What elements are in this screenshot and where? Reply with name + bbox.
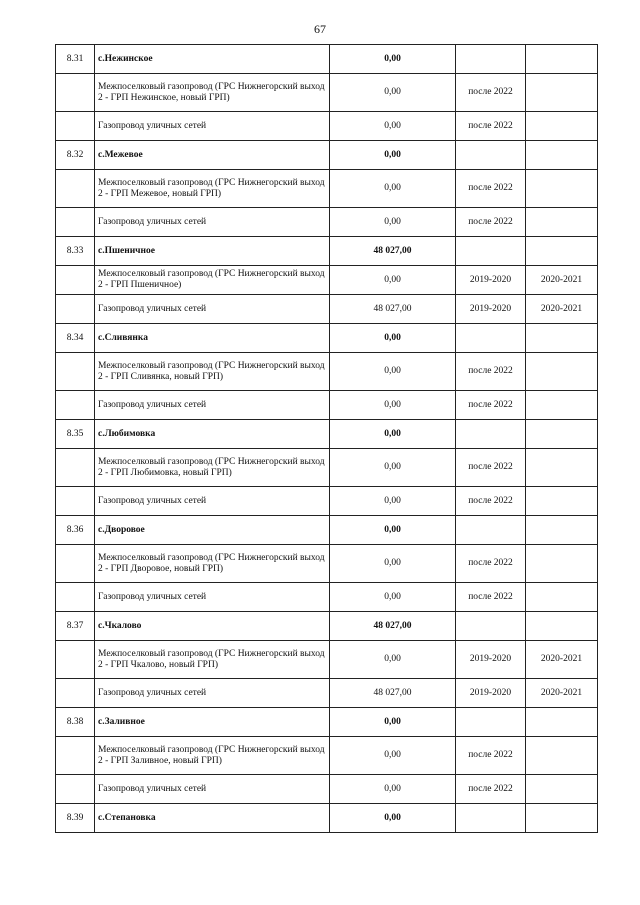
village-row: [56, 141, 598, 170]
cell-period-build: [526, 804, 598, 833]
cell-period-build: [526, 353, 598, 391]
cell-amount: 0,00: [330, 170, 456, 208]
village-row: [56, 612, 598, 641]
cell-period-design: [456, 612, 526, 641]
cell-number: 8.32: [56, 141, 95, 170]
table-row: [56, 583, 598, 612]
cell-object-name: Межпоселковый газопровод (ГРС Нижнегорский выход 2 - ГРП Чкалово, новый ГРП): [95, 641, 330, 679]
table-row: [56, 641, 598, 679]
cell-object-name: с.Сливянка: [95, 324, 330, 353]
cell-number: 8.31: [56, 45, 95, 74]
cell-period-build: [526, 612, 598, 641]
table-body: [56, 45, 598, 833]
cell-period-build: [526, 708, 598, 737]
table-row: [56, 391, 598, 420]
cell-period-design: после 2022: [456, 775, 526, 804]
table-row: [56, 74, 598, 112]
cell-period-design: после 2022: [456, 170, 526, 208]
cell-number: [56, 295, 95, 324]
cell-number: [56, 112, 95, 141]
cell-object-name: с.Степановка: [95, 804, 330, 833]
cell-object-name: Межпоселковый газопровод (ГРС Нижнегорский выход 2 - ГРП Дворовое, новый ГРП): [95, 545, 330, 583]
cell-number: 8.36: [56, 516, 95, 545]
cell-period-design: после 2022: [456, 545, 526, 583]
cell-period-build: [526, 775, 598, 804]
cell-amount: 0,00: [330, 583, 456, 612]
cell-period-build: 2020-2021: [526, 266, 598, 295]
cell-number: 8.39: [56, 804, 95, 833]
cell-amount: 0,00: [330, 45, 456, 74]
cell-period-build: [526, 45, 598, 74]
cell-period-build: 2020-2021: [526, 295, 598, 324]
table-row: [56, 208, 598, 237]
cell-object-name: Межпоселковый газопровод (ГРС Нижнегорский выход 2 - ГРП Сливянка, новый ГРП): [95, 353, 330, 391]
cell-period-build: 2020-2021: [526, 641, 598, 679]
cell-period-build: [526, 324, 598, 353]
cell-period-design: после 2022: [456, 487, 526, 516]
cell-period-build: [526, 737, 598, 775]
cell-period-build: [526, 170, 598, 208]
cell-amount: 0,00: [330, 449, 456, 487]
cell-object-name: Межпоселковый газопровод (ГРС Нижнегорский выход 2 - ГРП Нежинское, новый ГРП): [95, 74, 330, 112]
cell-amount: 0,00: [330, 487, 456, 516]
table-row: [56, 775, 598, 804]
cell-object-name: с.Пшеничное: [95, 237, 330, 266]
cell-number: [56, 208, 95, 237]
cell-amount: 48 027,00: [330, 612, 456, 641]
cell-number: 8.33: [56, 237, 95, 266]
cell-number: 8.34: [56, 324, 95, 353]
cell-period-design: [456, 420, 526, 449]
table-row: [56, 449, 598, 487]
cell-object-name: Газопровод уличных сетей: [95, 208, 330, 237]
cell-number: [56, 679, 95, 708]
cell-period-design: [456, 516, 526, 545]
cell-amount: 0,00: [330, 74, 456, 112]
cell-amount: 48 027,00: [330, 679, 456, 708]
village-row: [56, 420, 598, 449]
cell-object-name: с.Любимовка: [95, 420, 330, 449]
table-row: [56, 737, 598, 775]
table-row: [56, 679, 598, 708]
table-row: [56, 353, 598, 391]
cell-amount: 0,00: [330, 391, 456, 420]
cell-object-name: с.Заливное: [95, 708, 330, 737]
cell-amount: 0,00: [330, 324, 456, 353]
cell-number: 8.35: [56, 420, 95, 449]
cell-amount: 0,00: [330, 708, 456, 737]
table-row: [56, 112, 598, 141]
cell-number: [56, 449, 95, 487]
cell-period-build: [526, 420, 598, 449]
cell-period-build: 2020-2021: [526, 679, 598, 708]
cell-object-name: с.Дворовое: [95, 516, 330, 545]
cell-period-design: [456, 708, 526, 737]
cell-number: [56, 391, 95, 420]
cell-number: 8.38: [56, 708, 95, 737]
cell-number: [56, 737, 95, 775]
cell-period-design: после 2022: [456, 583, 526, 612]
cell-period-design: [456, 45, 526, 74]
cell-object-name: Газопровод уличных сетей: [95, 112, 330, 141]
cell-period-design: после 2022: [456, 112, 526, 141]
cell-period-build: [526, 516, 598, 545]
cell-object-name: Газопровод уличных сетей: [95, 775, 330, 804]
village-row: [56, 45, 598, 74]
page-number: 67: [314, 22, 326, 36]
cell-period-build: [526, 112, 598, 141]
cell-amount: 0,00: [330, 641, 456, 679]
cell-amount: 0,00: [330, 420, 456, 449]
cell-period-design: [456, 804, 526, 833]
cell-number: [56, 266, 95, 295]
table-row: [56, 545, 598, 583]
cell-number: [56, 487, 95, 516]
cell-period-design: после 2022: [456, 74, 526, 112]
cell-object-name: Газопровод уличных сетей: [95, 391, 330, 420]
cell-period-build: [526, 74, 598, 112]
cell-period-build: [526, 487, 598, 516]
cell-period-design: [456, 324, 526, 353]
cell-amount: 48 027,00: [330, 237, 456, 266]
cell-number: [56, 74, 95, 112]
village-row: [56, 708, 598, 737]
cell-amount: 0,00: [330, 804, 456, 833]
cell-object-name: Межпоселковый газопровод (ГРС Нижнегорский выход 2 - ГРП Заливное, новый ГРП): [95, 737, 330, 775]
cell-number: [56, 170, 95, 208]
cell-period-design: после 2022: [456, 391, 526, 420]
cell-period-build: [526, 583, 598, 612]
cell-period-build: [526, 141, 598, 170]
village-row: [56, 324, 598, 353]
cell-amount: 0,00: [330, 516, 456, 545]
cell-period-build: [526, 391, 598, 420]
cell-amount: 0,00: [330, 545, 456, 583]
cell-period-design: [456, 237, 526, 266]
cell-period-build: [526, 449, 598, 487]
cell-object-name: Газопровод уличных сетей: [95, 487, 330, 516]
cell-object-name: с.Нежинское: [95, 45, 330, 74]
village-row: [56, 516, 598, 545]
cell-object-name: Межпоселковый газопровод (ГРС Нижнегорский выход 2 - ГРП Любимовка, новый ГРП): [95, 449, 330, 487]
cell-period-design: 2019-2020: [456, 295, 526, 324]
cell-number: 8.37: [56, 612, 95, 641]
cell-amount: 0,00: [330, 737, 456, 775]
cell-object-name: Межпоселковый газопровод (ГРС Нижнегорский выход 2 - ГРП Пшеничное): [95, 266, 330, 295]
cell-object-name: Газопровод уличных сетей: [95, 295, 330, 324]
cell-amount: 0,00: [330, 266, 456, 295]
table-row: [56, 487, 598, 516]
village-row: [56, 804, 598, 833]
cell-object-name: с.Чкалово: [95, 612, 330, 641]
cell-amount: 0,00: [330, 208, 456, 237]
cell-number: [56, 583, 95, 612]
cell-period-design: [456, 141, 526, 170]
table-row: [56, 170, 598, 208]
cell-period-design: 2019-2020: [456, 679, 526, 708]
cell-number: [56, 545, 95, 583]
cell-object-name: с.Межевое: [95, 141, 330, 170]
cell-period-build: [526, 237, 598, 266]
table-row: [56, 266, 598, 295]
cell-amount: 0,00: [330, 141, 456, 170]
cell-period-build: [526, 545, 598, 583]
cell-period-build: [526, 208, 598, 237]
cell-period-design: после 2022: [456, 353, 526, 391]
cell-period-design: после 2022: [456, 208, 526, 237]
cell-period-design: после 2022: [456, 449, 526, 487]
table-row: [56, 295, 598, 324]
cell-object-name: Межпоселковый газопровод (ГРС Нижнегорский выход 2 - ГРП Межевое, новый ГРП): [95, 170, 330, 208]
cell-amount: 0,00: [330, 112, 456, 141]
cell-period-design: 2019-2020: [456, 641, 526, 679]
cell-number: [56, 775, 95, 804]
cell-object-name: Газопровод уличных сетей: [95, 679, 330, 708]
cell-period-design: после 2022: [456, 737, 526, 775]
cell-number: [56, 353, 95, 391]
cell-number: [56, 641, 95, 679]
cell-amount: 48 027,00: [330, 295, 456, 324]
gasification-table: [55, 44, 598, 833]
cell-period-design: 2019-2020: [456, 266, 526, 295]
village-row: [56, 237, 598, 266]
cell-object-name: Газопровод уличных сетей: [95, 583, 330, 612]
cell-amount: 0,00: [330, 353, 456, 391]
cell-amount: 0,00: [330, 775, 456, 804]
